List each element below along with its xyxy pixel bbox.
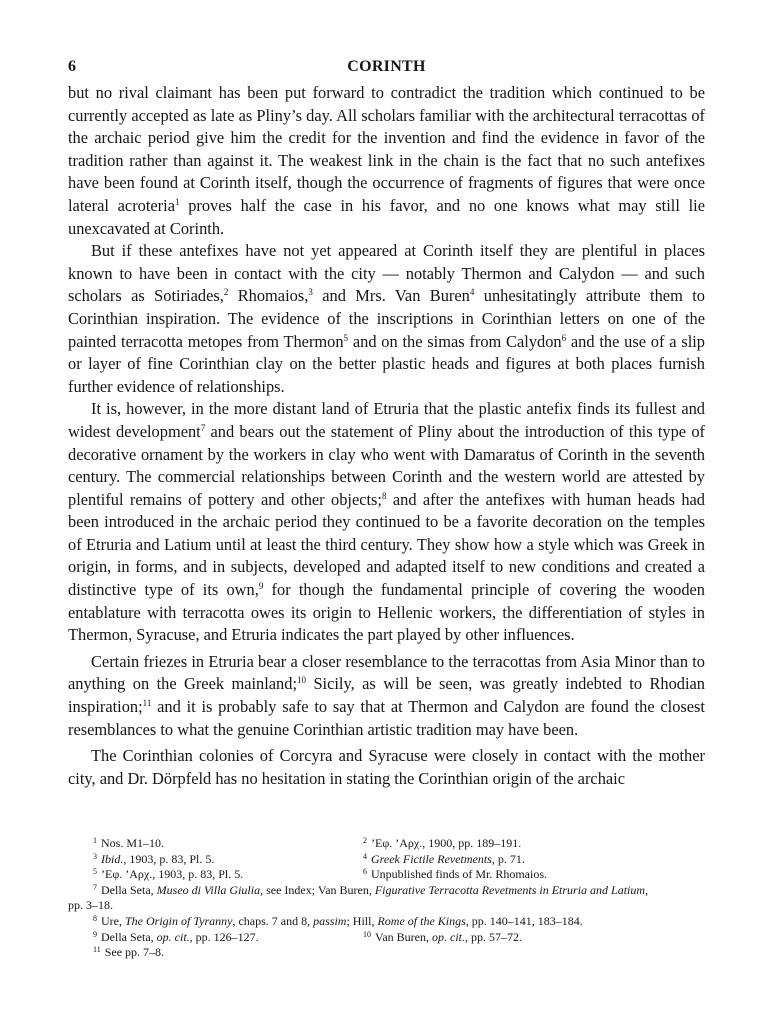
paragraph-5: The Corinthian colonies of Corcyra and Syracuse were closely in contact with the mother city, and Dr. Dörpfeld has no hesitation in stating the Corinthian origin of the archaic: [68, 746, 705, 788]
footnote-8: $^8$ Ure, The Origin of Tyranny, chaps. 7 and 8, passim; Hill, Rome of the Kings, pp. 140–141, 183–184.: [93, 913, 583, 928]
footnote-4: $^4$ Greek Fictile Revetments, p. 71.: [363, 851, 525, 866]
footnote-7: $^7$ Della Seta, Museo di Villa Giulia, see Index; Van Buren, Figurative Terracotta Revetments in Etruria and Latium,: [93, 882, 649, 897]
footnote-5: $^5$ ’Εφ. ’Αρχ., 1903, p. 83, Pl. 5.: [93, 867, 244, 882]
paragraph-3: It is, however, in the more distant land of Etruria that the plastic antefix finds its fullest and widest development$^7$ and bears out the statement of Pliny about the introduction of this type of decorative ornament by the workers in clay who went with Damaratus of Corinth in the seventh century. The commercial relationships between Corinth and the western world are attested by plentiful remains of pottery and other objects;$^8$ and after the antefixes with human heads had been introduced in the archaic period they continued to be a favorite decoration on the temples of Etruria and Latium until at least the third century. They show how a style which was Greek in origin, in forms, and in subjects, developed and adapted itself to new conditions and created a distinctive type of its own,$^9$ for though the fundamental principle of covering the wooden entablature with terracotta owes its origin to Hellenic workers, the differentiation of styles in Thermon, Syracuse, and Etruria indicates the part played by other influences.: [68, 399, 705, 645]
footnote-10: $^{10}$ Van Buren, op. cit., pp. 57–72.: [363, 929, 522, 944]
paragraph-4: Certain friezes in Etruria bear a closer resemblance to the terracottas from Asia Minor than to anything on the Greek mainland;$^{10}$ Sicily, as will be seen, was greatly indebted to Rhodian inspiration;$^{11}$ and it is probably safe to say that at Thermon and Calydon are found the closest resemblances to what the genuine Corinthian artistic tradition may have been.: [68, 651, 705, 739]
footnote-row: [68, 836, 705, 852]
footnote-ref[interactable]: 2: [223, 287, 229, 298]
body-text: [68, 82, 705, 790]
footnote-ref[interactable]: 1: [174, 196, 180, 207]
footnote-ref[interactable]: 8: [381, 490, 387, 501]
footnote-6: $^6$ Unpublished finds of Mr. Rhomaios.: [363, 867, 547, 882]
footnote-ref[interactable]: 3: [308, 287, 313, 298]
footnote-ref[interactable]: 4: [469, 287, 475, 298]
footnote-row: [68, 867, 705, 883]
running-title: CORINTH: [347, 58, 426, 75]
footnote-ref[interactable]: 11: [142, 698, 152, 709]
footnote-ref[interactable]: 10: [297, 675, 307, 686]
footnote-9: $^9$ Della Seta, op. cit., pp. 126–127.: [93, 929, 259, 944]
footnote-11: $^{11}$ See pp. 7–8.: [93, 945, 165, 960]
page: [68, 56, 705, 790]
page-number: 6: [68, 58, 76, 75]
footnote-7-continued: pp. 3–18.: [68, 898, 113, 913]
running-header: [68, 56, 705, 82]
paragraph-1: but no rival claimant has been put forward to contradict the tradition which continued to be currently accepted as late as Pliny’s day. All scholars familiar with the architectural terracottas of the archaic period give him the credit for the invention and find the evidence in favor of the tradition rather than against it. The weakest link in the chain is the fact that no such antefixes have been found at Corinth itself, though the occurrence of fragments of figures that were once lateral acroteria$^1$ proves half the case in his favor, and no one knows what may still lie unexcavated at Corinth.: [68, 83, 705, 238]
footnote-row: [68, 930, 705, 946]
footnote-3: $^3$ Ibid., 1903, p. 83, Pl. 5.: [93, 851, 215, 866]
footnote-row: [68, 852, 705, 868]
footnote-2: $^2$ ’Εφ. ’Αρχ., 1900, pp. 189–191.: [363, 836, 522, 850]
footnote-1: $^1$ Nos. M1–10.: [93, 836, 165, 850]
footnotes: [68, 836, 705, 961]
footnote-ref[interactable]: 9: [258, 581, 264, 592]
footnote-ref[interactable]: 6: [561, 332, 567, 343]
footnote-ref[interactable]: 5: [343, 332, 349, 343]
paragraph-2: But if these antefixes have not yet appeared at Corinth itself they are plentiful in places known to have been in contact with the city — notably Thermon and Calydon — and such scholars as Sotiriades,$^2$ Rhomaios,$^3$ and Mrs. Van Buren$^4$ unhesitatingly attribute them to Corinthian inspiration. The evidence of the inscriptions in Corinthian letters on one of the painted terracotta metopes from Thermon$^5$ and on the simas from Calydon$^6$ and the use of a slip or layer of fine Corinthian clay on the better plastic heads and figures at both places furnish further evidence of relationships.: [68, 241, 705, 396]
footnote-ref[interactable]: 7: [200, 422, 206, 433]
